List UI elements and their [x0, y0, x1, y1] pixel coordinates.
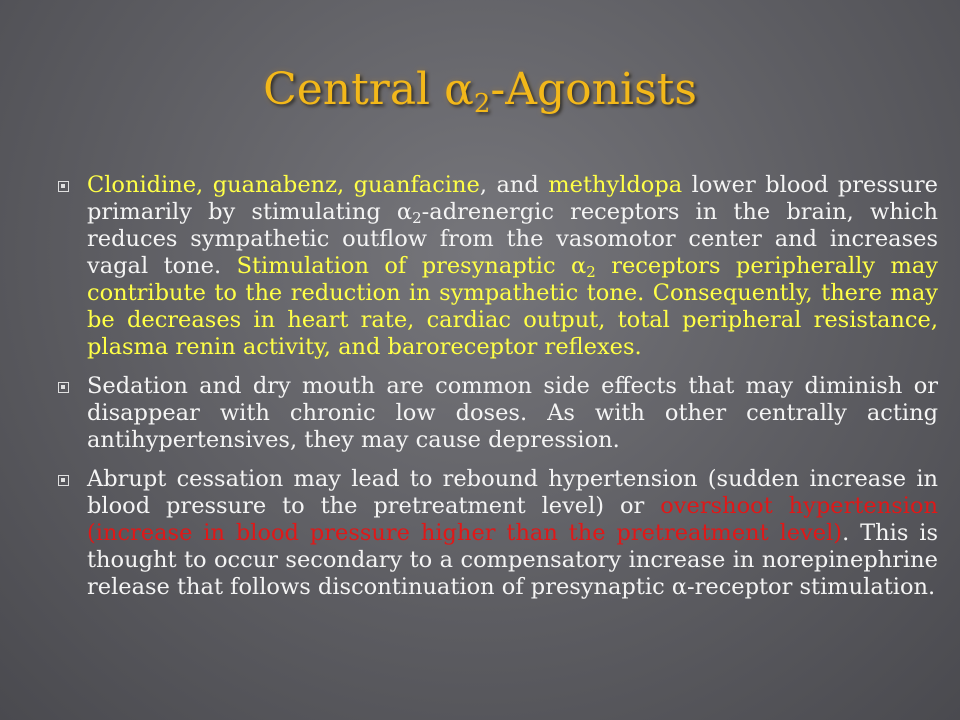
bullet-text	[87, 172, 938, 361]
slide-title	[0, 62, 960, 118]
text-segment: . This is thought to occur secondary to a compensatory increase in norepinephrine release that follows discontinuation of presynaptic α-receptor stimulation.	[87, 520, 938, 600]
highlight-segment: Stimulation of presynaptic α	[236, 253, 587, 279]
title-tail: -Agonists	[490, 64, 697, 115]
square-bullet-icon	[58, 475, 69, 486]
title-subscript: 2	[473, 89, 491, 119]
bullet-text	[87, 373, 938, 454]
text-segment: , and	[479, 172, 549, 198]
square-bullet-icon	[58, 382, 69, 393]
subscript: 2	[586, 263, 596, 281]
square-bullet-icon	[58, 181, 69, 192]
title-main: Central α	[263, 64, 474, 115]
bullet-text	[87, 466, 938, 601]
highlight-segment: receptors peripherally may contribute to the reduction in sympathetic tone. Consequently, there may be decreases in heart rate, cardiac output, total peripheral resistance, plasma renin activity, and baroreceptor reflexes.	[87, 253, 938, 360]
bullet-item-1	[58, 172, 938, 361]
text-segment: -adrenergic receptors in the brain, which reduces sympathetic outflow from the vasomotor center and increases vagal tone.	[87, 199, 939, 279]
bullet-item-2	[58, 373, 938, 454]
bullet-list	[58, 172, 938, 613]
drug-names: Clonidine, guanabenz, guanfacine	[87, 172, 480, 198]
text-segment: Sedation and dry mouth are common side effects that may diminish or disappear with chronic low doses. As with other centrally acting antihypertensives, they may cause depression.	[87, 373, 938, 453]
text-segment: Abrupt cessation may lead to rebound hypertension (sudden increase in blood pressure to the pretreatment level) or	[87, 466, 938, 519]
drug-name-methyldopa: methyldopa	[548, 172, 683, 198]
text-segment: lower blood pressure primarily by stimulating α	[87, 172, 938, 225]
subscript: 2	[412, 209, 422, 227]
bullet-item-3	[58, 466, 938, 601]
warning-segment: overshoot hypertension (increase in blood pressure higher than the pretreatment level)	[87, 493, 938, 546]
